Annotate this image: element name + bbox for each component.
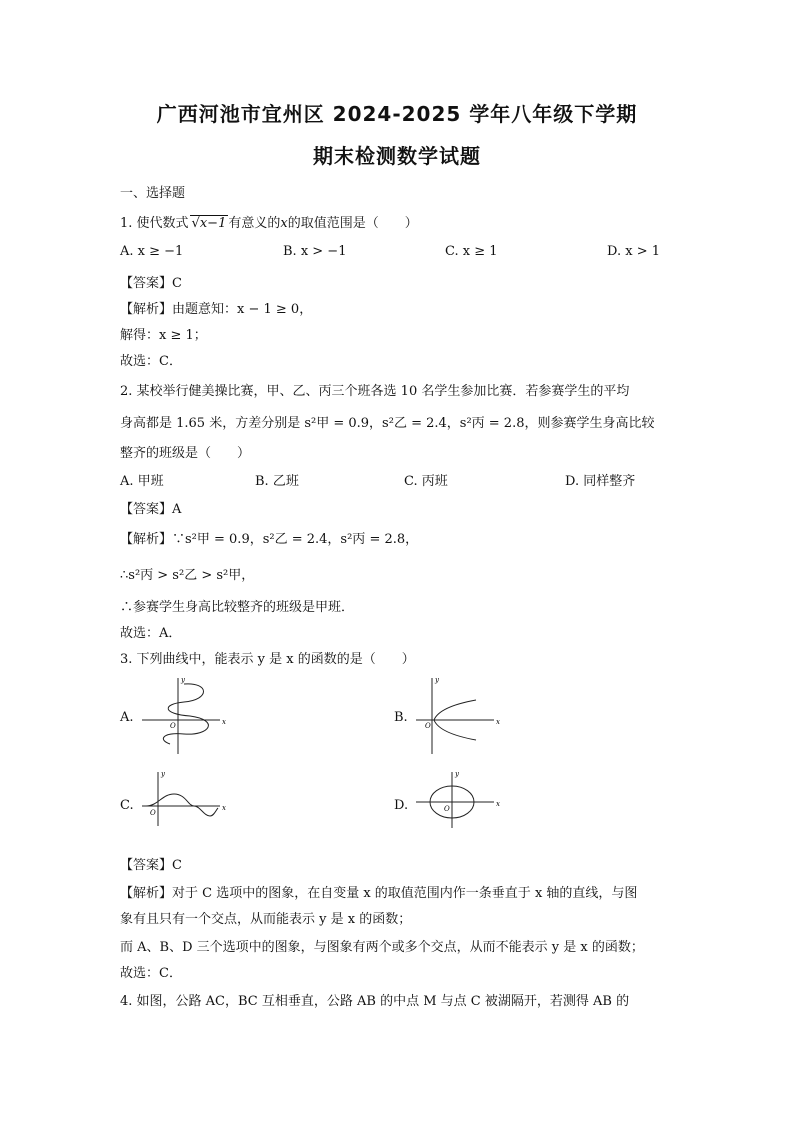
q3-a-origin: O [170, 722, 176, 730]
question-2-line-1: 2. 某校举行健美操比赛，甲、乙、丙三个班各选 10 名学生参加比赛．若参赛学生的平均 [120, 384, 630, 399]
q3-option-b-label: B. [394, 710, 408, 725]
q2-option-a: A. 甲班 [120, 474, 164, 489]
q2-option-d: D. 同样整齐 [565, 474, 636, 489]
question-3-stem: 3. 下列曲线中，能表示 y 是 x 的函数的是（ ） [120, 652, 415, 667]
q3-c-curve [146, 794, 218, 816]
q1-mid: 有意义的 [228, 216, 281, 231]
q3-c-origin: O [150, 809, 156, 817]
question-2-line-3: 整齐的班级是（ ） [120, 446, 251, 461]
q1-answer: 【答案】C [120, 276, 182, 291]
q3-analysis-2: 象有且只有一个交点，从而能表示 y 是 x 的函数； [120, 912, 412, 927]
question-2-line-2: 身高都是 1.65 米，方差分别是 s²甲 = 0.9，s²乙 = 2.4，s²丙 = 2.8，则参赛学生身高比较 [120, 416, 655, 431]
q3-analysis-1: 【解析】对于 C 选项中的图象，在自变量 x 的取值范围内作一条垂直于 x 轴的直线，与图 [120, 886, 638, 901]
question-1-stem [120, 212, 418, 231]
q2-analysis-4: 故选：A． [120, 626, 182, 641]
q2-option-c: C. 丙班 [404, 474, 448, 489]
q1-analysis-3: 故选：C． [120, 354, 182, 369]
q3-b-origin: O [425, 722, 431, 730]
q3-graph-c [140, 768, 230, 830]
question-4-line-1: 4. 如图，公路 AC，BC 互相垂直，公路 AB 的中点 M 与点 C 被湖隔开，若测得 AB 的 [120, 994, 630, 1009]
q3-d-origin: O [444, 805, 450, 813]
q3-b-y-label: y [435, 676, 439, 684]
q1-analysis-text-1: 由题意知：x − 1 ≥ 0， [172, 302, 313, 317]
q3-graph-b [414, 674, 504, 756]
q3-c-y-label: y [161, 770, 165, 778]
q3-a-curve [163, 684, 208, 744]
q1-post: 的取值范围是（ ） [287, 216, 418, 231]
q3-analysis-4: 故选：C． [120, 966, 182, 981]
q1-analysis-2: 解得：x ≥ 1； [120, 328, 207, 343]
q3-a-y-label: y [181, 676, 185, 684]
q1-var: x [280, 216, 288, 231]
q3-option-c-label: C. [120, 798, 134, 813]
q3-option-a-label: A. [120, 710, 134, 725]
q3-d-x-label: x [496, 800, 500, 808]
q1-radicand: x−1 [199, 216, 227, 231]
q2-analysis-3: ∴参赛学生身高比较整齐的班级是甲班． [120, 600, 355, 615]
q1-option-d: D. x > 1 [607, 244, 660, 259]
q1-analysis-1 [120, 298, 312, 317]
title-line-1: 广西河池市宜州区 2024-2025 学年八年级下学期 [156, 102, 638, 126]
q2-analysis-2: ∴s²丙 > s²乙 > s²甲， [120, 568, 255, 583]
q3-c-x-label: x [222, 804, 226, 812]
q3-graph-a [140, 674, 230, 756]
q1-radical: √x−1 [191, 216, 227, 231]
q3-answer: 【答案】C [120, 858, 182, 873]
q3-b-x-label: x [496, 718, 500, 726]
q3-option-d-label: D. [394, 798, 409, 813]
q1-option-b: B. x > −1 [283, 244, 347, 259]
q2-option-b: B. 乙班 [255, 474, 299, 489]
q3-d-y-label: y [455, 770, 459, 778]
q2-analysis-1: 【解析】∵s²甲 = 0.9，s²乙 = 2.4，s²丙 = 2.8， [120, 532, 419, 547]
q3-graph-d [414, 768, 504, 830]
q1-pre: 1. 使代数式 [120, 216, 189, 231]
title-line-2: 期末检测数学试题 [313, 144, 481, 168]
q1-option-c: C. x ≥ 1 [445, 244, 498, 259]
q3-analysis-3: 而 A、B、D 三个选项中的图象，与图象有两个或多个交点，从而不能表示 y 是 x 的函数； [120, 940, 644, 955]
section-heading: 一、选择题 [120, 186, 186, 201]
q2-answer: 【答案】A [120, 502, 182, 517]
q3-a-x-label: x [222, 718, 226, 726]
q1-option-a: A. x ≥ −1 [120, 244, 184, 259]
q1-analysis-label: 【解析】 [120, 302, 173, 317]
